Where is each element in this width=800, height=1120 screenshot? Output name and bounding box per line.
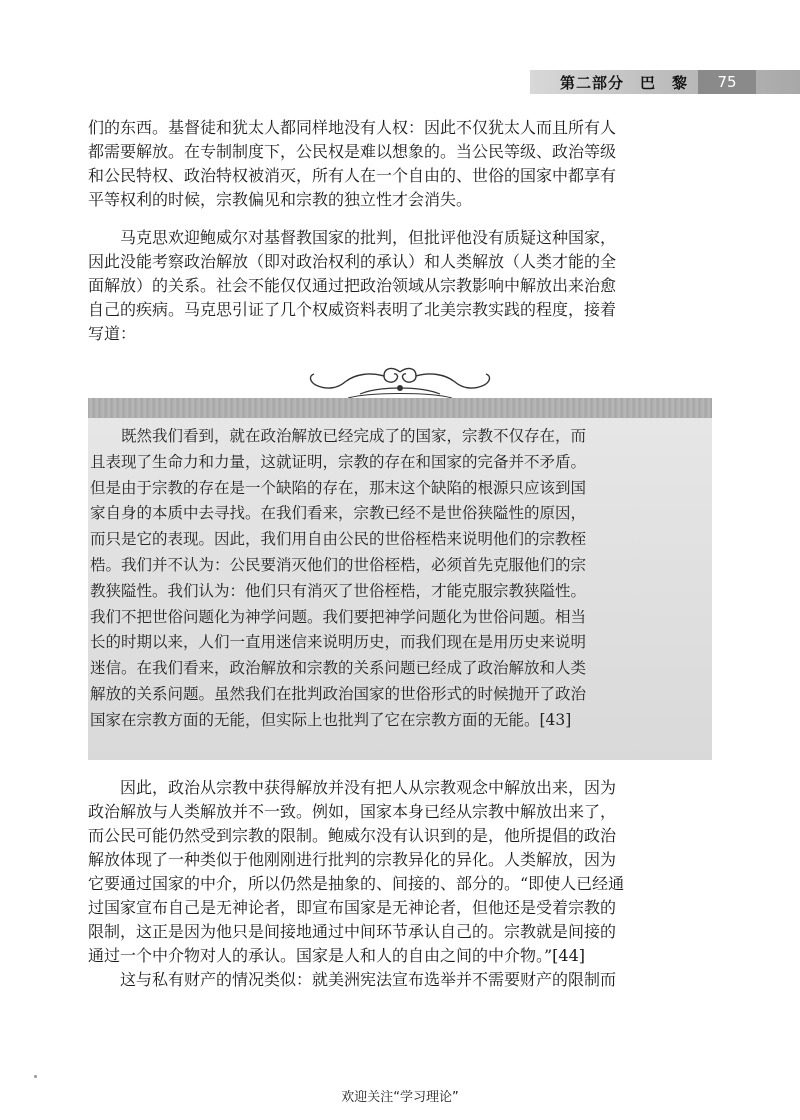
quote-line: 梏。我们并不认为：公民要消灭他们的世俗桎梏，必须首先克服他们的宗 xyxy=(90,555,587,574)
quote-top-band xyxy=(88,398,712,418)
text-line: 通过一个中介物对人的承认。国家是人和人的自由之间的中介物。”[44] xyxy=(88,946,586,965)
text-line: 马克思欢迎鲍威尔对基督教国家的批判，但批评他没有质疑这种国家， xyxy=(88,228,617,247)
text-line: 政治解放与人类解放并不一致。例如，国家本身已经从宗教中解放出来了， xyxy=(88,802,617,821)
text-line: 而公民可能仍然受到宗教的限制。鲍威尔没有认识到的是，他所提倡的政治 xyxy=(88,826,617,845)
text-line: 平等权利的时候，宗教偏见和宗教的独立性才会消失。 xyxy=(88,190,473,209)
scan-speck xyxy=(34,1075,37,1078)
quote-line: 我们不把世俗问题化为神学问题。我们要把神学问题化为世俗问题。相当 xyxy=(90,607,587,626)
page-number: 75 xyxy=(698,70,756,94)
quote-line: 且表现了生命力和力量，这就证明，宗教的存在和国家的完备并不矛盾。 xyxy=(90,452,587,471)
block-quote xyxy=(90,424,706,734)
section-title: 第二部分 巴 黎 xyxy=(560,74,689,92)
text-line: 写道： xyxy=(88,324,137,343)
quote-line: 迷信。在我们看来，政治解放和宗教的关系问题已经成了政治解放和人类 xyxy=(90,659,587,678)
text-line: 因此没能考察政治解放（即对政治权利的承认）和人类解放（人类才能的全 xyxy=(88,252,617,271)
quote-line: 但是由于宗教的存在是一个缺陷的存在，那末这个缺陷的根源只应该到国 xyxy=(90,478,587,497)
quote-line: 家自身的本质中去寻找。在我们看来，宗教已经不是世俗狭隘性的原因， xyxy=(90,504,587,523)
paragraph-3 xyxy=(88,776,716,992)
text-line: 解放体现了一种类似于他刚刚进行批判的宗教异化的异化。人类解放，因为 xyxy=(88,850,617,869)
text-line: 们的东西。基督徒和犹太人都同样地没有人权：因此不仅犹太人而且所有人 xyxy=(88,118,617,137)
text-line: 它要通过国家的中介，所以仍然是抽象的、间接的、部分的。“即使人已经通 xyxy=(88,874,625,893)
text-line: 因此，政治从宗教中获得解放并没有把人从宗教观念中解放出来，因为 xyxy=(88,778,617,797)
text-line: 自己的疾病。马克思引证了几个权威资料表明了北美宗教实践的程度，接着 xyxy=(88,300,617,319)
quote-line: 既然我们看到，就在政治解放已经完成了的国家，宗教不仅存在，而 xyxy=(90,427,587,445)
text-line: 面解放）的关系。社会不能仅仅通过把政治领域从宗教影响中解放出来治愈 xyxy=(88,276,617,295)
text-line: 这与私有财产的情况类似：就美洲宪法宣布选举并不需要财产的限制而 xyxy=(88,970,617,989)
quote-line: 国家在宗教方面的无能，但实际上也批判了它在宗教方面的无能。[43] xyxy=(90,710,572,729)
text-line: 和公民特权、政治特权被消灭，所有人在一个自由的、世俗的国家中都享有 xyxy=(88,166,617,185)
quote-line: 解放的关系问题。虽然我们在批判政治国家的世俗形式的时候抛开了政治 xyxy=(90,684,587,703)
text-line: 过国家宣布自己是无神论者，即宣布国家是无神论者，但他还是受着宗教的 xyxy=(88,898,617,917)
quote-line: 而只是它的表现。因此，我们用自由公民的世俗桎梏来说明他们的宗教桎 xyxy=(90,530,587,549)
text-line: 都需要解放。在专制制度下，公民权是难以想象的。当公民等级、政治等级 xyxy=(88,142,617,161)
paragraph-2 xyxy=(88,226,716,346)
footer-text: 欢迎关注“学习理论” xyxy=(341,1090,459,1105)
text-line: 限制，这正是因为他只是间接地通过中间环节承认自己的。宗教就是间接的 xyxy=(88,922,617,941)
quote-line: 长的时期以来，人们一直用迷信来说明历史，而我们现在是用历史来说明 xyxy=(90,633,587,652)
paragraph-1 xyxy=(88,116,716,212)
quote-line: 教狭隘性。我们认为：他们只有消灭了世俗桎梏，才能克服宗教狭隘性。 xyxy=(90,581,587,600)
